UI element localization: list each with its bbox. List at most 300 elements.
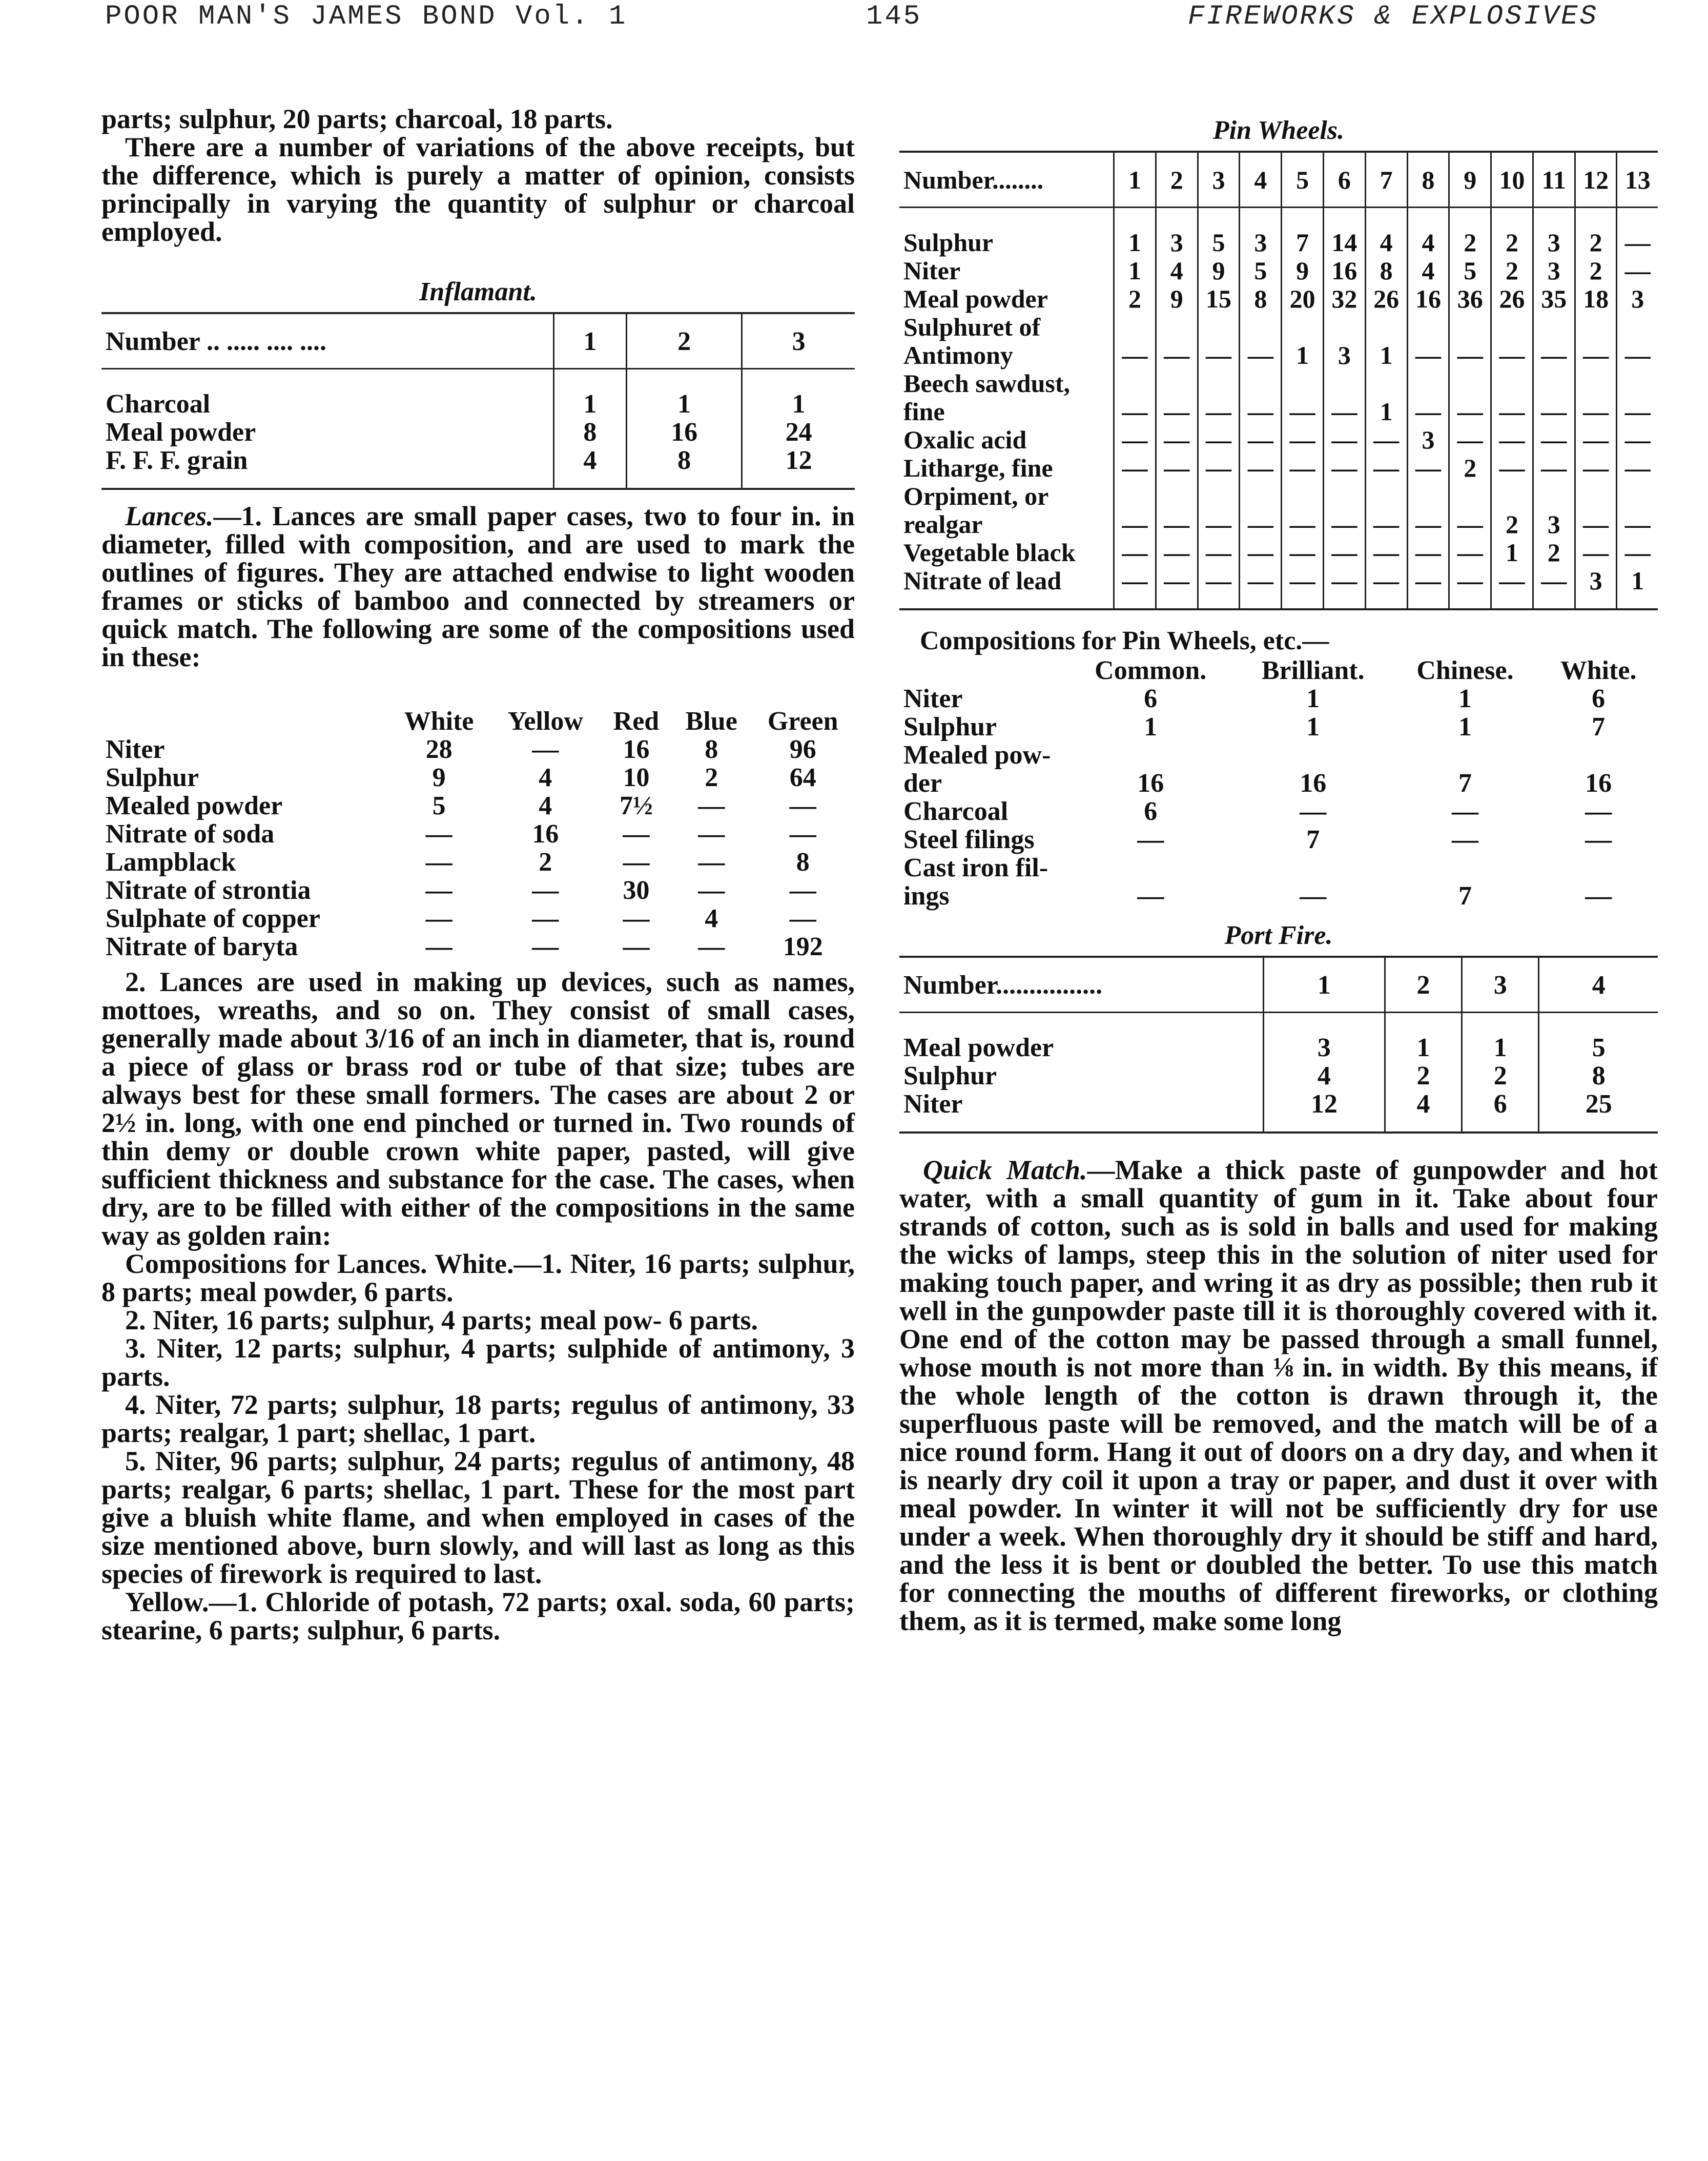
row-label: Lampblack [106, 848, 236, 877]
cell: 3 [1533, 257, 1575, 285]
cell: 9 [1156, 285, 1198, 313]
cell: — [623, 932, 650, 961]
paragraph: 2. Niter, 16 parts; sulphur, 4 parts; meal pow- 6 parts. [125, 1305, 758, 1335]
cell: 3 [1323, 341, 1365, 369]
col-head: 6 [1323, 153, 1365, 208]
cell: — [1198, 454, 1240, 482]
cell: 3 [1575, 567, 1617, 608]
pin-wheels-table [899, 153, 1658, 608]
paragraph: 5. Niter, 96 parts; sulphur, 24 parts; regulus of antimony, 48 parts; realgar, 6 parts; shellac, 1 part. These for the most part give a bluish white flame, and when employed in cases of the size mentioned above, burn slowly, and will last as long as this species of firework is required to last. [101, 1446, 855, 1589]
cell: — [1323, 454, 1365, 482]
cell: — [1114, 426, 1156, 454]
cell: — [1407, 398, 1449, 426]
cell: 7½ [619, 791, 653, 820]
cell: — [1323, 567, 1365, 608]
paragraph: 4. Niter, 72 parts; sulphur, 18 parts; regulus of antimony, 33 parts; realgar, 1 part; shellac, 1 part. [101, 1389, 855, 1448]
row-label: Orpiment, or [903, 482, 1049, 510]
cell [1617, 313, 1658, 341]
cell: 4 [1385, 1090, 1462, 1131]
cell: — [1617, 539, 1658, 567]
cell: — [1365, 539, 1407, 567]
cell: — [1491, 454, 1533, 482]
row-label: F. F. F. grain [106, 446, 248, 475]
row-label: Sulphate of copper [106, 904, 320, 933]
cell: 2 [1385, 1062, 1462, 1090]
cell: — [1323, 426, 1365, 454]
cell: — [1617, 341, 1658, 369]
cell: — [1282, 426, 1324, 454]
cell: — [1114, 398, 1156, 426]
row-label: Meal powder [903, 284, 1048, 313]
cell [1198, 369, 1240, 398]
cell [1323, 369, 1365, 398]
cell: — [1533, 398, 1575, 426]
cell: — [789, 819, 816, 849]
cell: — [1617, 454, 1658, 482]
cell: 5 [1449, 257, 1491, 285]
cell: — [1198, 341, 1240, 369]
cell: 4 [1263, 1062, 1385, 1090]
cell: 8 [1539, 1062, 1658, 1090]
row-label: Charcoal [903, 797, 1009, 826]
cell: 2 [1114, 285, 1156, 313]
col-head: 12 [1575, 153, 1617, 208]
cell: 4 [1407, 257, 1449, 285]
cell [1449, 482, 1491, 510]
cell: 6 [1592, 684, 1606, 713]
cell: 7 [1458, 769, 1472, 798]
cell [1575, 369, 1617, 398]
cell [1407, 482, 1449, 510]
row-label: fine [903, 397, 945, 426]
cell: 8 [705, 735, 718, 764]
cell: — [1365, 567, 1407, 608]
col-head: 1 [553, 314, 627, 369]
cell: 192 [783, 932, 823, 961]
cell [1365, 313, 1407, 341]
port-fire-title: Port Fire. [1224, 921, 1333, 950]
col-head: Brilliant. [1261, 656, 1365, 685]
cell [1533, 482, 1575, 510]
cell [1282, 313, 1324, 341]
cell [1156, 313, 1198, 341]
running-head-left: POOR MAN'S JAMES BOND Vol. 1 [105, 1, 628, 32]
cell: 9 [1282, 257, 1324, 285]
cell: 3 [1156, 208, 1198, 257]
cell: 16 [1300, 769, 1327, 798]
row-label: Steel filings [903, 825, 1035, 854]
cell: 7 [1306, 825, 1320, 854]
cell: 30 [623, 876, 650, 905]
cell: 36 [1449, 285, 1491, 313]
cell: — [1585, 797, 1612, 826]
cell: 1 [1462, 1013, 1539, 1062]
cell: 2 [1449, 208, 1491, 257]
cell: 6 [1462, 1090, 1539, 1131]
cell: — [1156, 398, 1198, 426]
col-head: 2 [627, 314, 742, 369]
cell: — [1449, 539, 1491, 567]
cell: 2 [539, 848, 552, 877]
col-head: 3 [742, 314, 855, 369]
cell: 3 [1617, 285, 1658, 313]
cell: 16 [532, 819, 559, 849]
cell: 10 [623, 763, 650, 792]
cell: — [1240, 539, 1282, 567]
cell: — [532, 876, 559, 905]
col-head: 10 [1491, 153, 1533, 208]
cell: 2 [1462, 1062, 1539, 1090]
cell: — [1282, 539, 1324, 567]
header-label: Number................ [899, 958, 1263, 1013]
cell [1449, 369, 1491, 398]
cell [1240, 313, 1282, 341]
cell: 64 [789, 763, 816, 792]
cell: — [425, 932, 452, 961]
cell: 2 [1575, 208, 1617, 257]
cell: — [1240, 398, 1282, 426]
cell: 5 [1198, 208, 1240, 257]
quick-match-heading: Quick Match. [923, 1155, 1087, 1185]
cell: 14 [1323, 208, 1365, 257]
cell: — [532, 932, 559, 961]
cell: 7 [1458, 881, 1472, 911]
cell [1066, 741, 1235, 769]
cell: 5 [432, 791, 446, 820]
cell: — [1240, 341, 1282, 369]
col-head: 3 [1462, 958, 1539, 1013]
cell: 2 [1491, 257, 1533, 285]
cell: — [698, 791, 725, 820]
cell: — [1365, 426, 1407, 454]
cell: — [1449, 567, 1491, 608]
cell: — [1282, 398, 1324, 426]
cell: — [789, 876, 816, 905]
col-head: 1 [1114, 153, 1156, 208]
cell [1198, 482, 1240, 510]
row-label: Nitrate of soda [106, 819, 275, 849]
cell: — [698, 932, 725, 961]
col-head: Common. [1095, 656, 1207, 685]
cell: — [623, 904, 650, 933]
cell: 5 [1240, 257, 1282, 285]
row-label: Sulphur [903, 228, 994, 257]
cell [1539, 854, 1658, 882]
pin-wheels-title: Pin Wheels. [1212, 116, 1345, 145]
cell: — [1137, 881, 1164, 911]
col-head: 8 [1407, 153, 1449, 208]
col-head: 2 [1385, 958, 1462, 1013]
cell: — [1575, 539, 1617, 567]
cell: — [698, 819, 725, 849]
cell: 16 [1323, 257, 1365, 285]
cell: 1 [1114, 208, 1156, 257]
row-label: Niter [903, 1089, 963, 1119]
cell: 4 [1407, 208, 1449, 257]
cell: — [1156, 567, 1198, 608]
cell: — [1407, 539, 1449, 567]
cell: 4 [539, 791, 552, 820]
cell: — [1575, 341, 1617, 369]
paragraph: Yellow.—1. Chloride of potash, 72 parts; oxal. soda, 60 parts; stearine, 6 parts; sulphur, 6 parts. [101, 1587, 855, 1645]
col-head: White. [1560, 656, 1637, 685]
cell: 4 [1365, 208, 1407, 257]
cell: 2 [705, 763, 718, 792]
cell: — [1617, 510, 1658, 539]
divider [899, 1131, 1658, 1134]
cell [1491, 369, 1533, 398]
row-label: Sulphur [903, 712, 997, 742]
cell: 2 [1491, 208, 1533, 257]
cell: 3 [1533, 208, 1575, 257]
cell: 8 [553, 418, 627, 446]
col-head: 9 [1449, 153, 1491, 208]
cell: — [1533, 567, 1575, 608]
lances-table [101, 707, 855, 961]
row-label: ings [903, 881, 950, 911]
cell: 1 [627, 369, 742, 419]
row-label: realgar [903, 510, 983, 539]
cell: — [1575, 426, 1617, 454]
cell: 3 [1263, 1013, 1385, 1062]
row-label: Cast iron fil- [903, 853, 1048, 882]
row-label: Nitrate of lead [903, 566, 1062, 595]
left-column [101, 105, 855, 1644]
col-head: Green [767, 707, 838, 736]
cell [1240, 369, 1282, 398]
cell: 2 [1533, 539, 1575, 567]
cell: 35 [1533, 285, 1575, 313]
cell: — [1156, 341, 1198, 369]
cell: — [1240, 510, 1282, 539]
cell: — [1137, 825, 1164, 854]
port-fire-table [899, 958, 1658, 1131]
cell: — [1617, 208, 1658, 257]
cell: — [1156, 454, 1198, 482]
row-label: Nitrate of baryta [106, 932, 298, 961]
cell: 1 [1491, 539, 1533, 567]
cell: — [532, 904, 559, 933]
cell: — [1114, 539, 1156, 567]
col-head: Yellow [507, 707, 583, 736]
cell: — [425, 876, 452, 905]
cell: 1 [1365, 341, 1407, 369]
row-label: der [903, 769, 942, 798]
paragraph: 2. Lances are used in making up devices, such as names, mottoes, wreaths, and so on. They consist of small cases, generally made about 3/16 of an inch in diameter, that is, round a piece of glass or brass rod or tube of that size; tubes are always best for these small formers. The cases are about 2 or 2½ in. long, with one end pinched or turned in. Two rounds of thin demy or double crown white paper, pasted, will give sufficient thickness and substance for the case. The cases, when dry, are to be filled with either of the compositions in the same way as golden rain: [101, 966, 855, 1251]
cell: — [1365, 454, 1407, 482]
cell: — [1240, 454, 1282, 482]
row-label: Oxalic acid [903, 425, 1027, 454]
cell: — [1323, 510, 1365, 539]
cell [1365, 482, 1407, 510]
cell: 1 [1617, 567, 1658, 608]
cell: 1 [553, 369, 627, 419]
cell: 8 [796, 848, 810, 877]
paragraph: 3. Niter, 12 parts; sulphur, 4 parts; sulphide of antimony, 3 parts. [101, 1333, 855, 1392]
cell: 26 [1365, 285, 1407, 313]
cell: 1 [1114, 257, 1156, 285]
row-label: Mealed powder [106, 791, 283, 820]
paragraph: parts; sulphur, 20 parts; charcoal, 18 parts. [101, 104, 613, 134]
cell: — [1282, 567, 1324, 608]
cell: — [1407, 567, 1449, 608]
cell: 28 [425, 735, 452, 764]
cell: — [1449, 510, 1491, 539]
cell: — [1156, 510, 1198, 539]
cell: 1 [1306, 684, 1320, 713]
cell: 24 [742, 418, 855, 446]
col-head: 13 [1617, 153, 1658, 208]
cell [1575, 313, 1617, 341]
inflamant-table [101, 314, 855, 488]
row-label: Meal powder [106, 418, 256, 447]
cell: 16 [623, 735, 650, 764]
row-label: Mealed pow- [903, 740, 1051, 770]
cell: — [1451, 797, 1478, 826]
cell [1282, 482, 1324, 510]
cell: 2 [1449, 454, 1491, 482]
cell: 3 [1240, 208, 1282, 257]
cell [1156, 482, 1198, 510]
cell: — [1575, 510, 1617, 539]
col-head: 7 [1365, 153, 1407, 208]
cell: — [1365, 510, 1407, 539]
pin-compositions-table [899, 656, 1658, 910]
cell [1407, 313, 1449, 341]
cell: 7 [1592, 712, 1606, 742]
cell: — [698, 876, 725, 905]
cell [1533, 313, 1575, 341]
cell: 6 [1144, 684, 1158, 713]
row-label: Meal powder [903, 1033, 1054, 1062]
cell: — [1114, 341, 1156, 369]
cell: 18 [1575, 285, 1617, 313]
paragraph: Quick Match.—Make a thick paste of gunpowder and hot water, with a small quantity of gum in it. Take about four strands of cotton, such as is sold in balls and used for making the wicks of lamps, steep this in the solution of niter used for making touch paper, and wring it as dry as possible; then rub it well in the gunpowder paste till it is thoroughly covered with it. One end of the cotton may be passed through a small funnel, whose mouth is not more than ⅛ in. in width. By this means, if the whole length of the cotton is drawn through it, the superfluous paste will be removed, and the match will be of a nice round form. Hang it out of doors on a dry day, and when it is nearly dry coil it upon a tray or paper, and dust it over with meal powder. In winter it will not be sufficiently dry for use under a week. When thoroughly dry it should be stiff and hard, and the less it is bent or doubled the better. To use this match for connecting the mouths of different fireworks, or clothing them, as it is termed, make some long [899, 1155, 1658, 1636]
cell: — [789, 791, 816, 820]
cell: — [1451, 825, 1478, 854]
cell: 9 [1198, 257, 1240, 285]
cell [1114, 369, 1156, 398]
row-label: Litharge, fine [903, 454, 1053, 482]
cell [1391, 741, 1539, 769]
cell [1066, 854, 1235, 882]
cell: — [1156, 426, 1198, 454]
cell: 8 [1240, 285, 1282, 313]
cell: 25 [1539, 1090, 1658, 1131]
cell: — [1617, 257, 1658, 285]
cell [1491, 313, 1533, 341]
cell: — [532, 735, 559, 764]
cell: — [623, 819, 650, 849]
cell: 15 [1198, 285, 1240, 313]
cell: — [1575, 454, 1617, 482]
cell: — [623, 848, 650, 877]
lances-heading: Lances. [125, 501, 214, 531]
cell: — [1533, 454, 1575, 482]
cell: — [425, 848, 452, 877]
col-head: Chinese. [1416, 656, 1514, 685]
row-label: Antimony [903, 341, 1013, 369]
cell: — [1575, 398, 1617, 426]
cell [1156, 369, 1198, 398]
paragraph: There are a number of variations of the above receipts, but the difference, which is purely a matter of opinion, consists principally in varying the quantity of sulphur or charcoal employed. [101, 132, 855, 247]
divider [899, 608, 1658, 610]
running-head-right: FIREWORKS & EXPLOSIVES [1188, 1, 1598, 32]
cell: — [1407, 510, 1449, 539]
cell: — [1491, 426, 1533, 454]
cell [1235, 854, 1391, 882]
cell: 2 [1575, 257, 1617, 285]
cell: 16 [1137, 769, 1164, 798]
cell: — [1491, 567, 1533, 608]
cell: — [1198, 567, 1240, 608]
cell: 12 [742, 446, 855, 488]
cell: — [1300, 797, 1327, 826]
cell [1539, 741, 1658, 769]
cell: 20 [1282, 285, 1324, 313]
col-head: 1 [1263, 958, 1385, 1013]
cell: — [1533, 426, 1575, 454]
cell: 2 [1491, 510, 1533, 539]
inflamant-title: Inflamant. [419, 277, 537, 306]
cell [1198, 313, 1240, 341]
cell: 16 [1585, 769, 1612, 798]
col-head: Red [613, 707, 660, 736]
cell: — [1300, 881, 1327, 911]
paragraph: Compositions for Lances. White.—1. Niter, 16 parts; sulphur, 8 parts; meal powder, 6 parts. [101, 1248, 855, 1307]
row-label: Sulphur [903, 1061, 997, 1090]
cell: — [425, 819, 452, 849]
col-head: 11 [1533, 153, 1575, 208]
cell: 12 [1263, 1090, 1385, 1131]
col-head: 5 [1282, 153, 1324, 208]
cell: 1 [1458, 684, 1472, 713]
cell: — [1449, 398, 1491, 426]
cell: 4 [553, 446, 627, 488]
cell: 9 [432, 763, 446, 792]
cell: 4 [539, 763, 552, 792]
row-label: Sulphuret of [903, 313, 1041, 341]
cell: 8 [627, 446, 742, 488]
comp-pin-title: Compositions for Pin Wheels, etc.— [920, 626, 1329, 655]
cell: — [1114, 454, 1156, 482]
cell [1240, 482, 1282, 510]
cell: — [425, 904, 452, 933]
cell: — [1407, 454, 1449, 482]
cell: — [1114, 510, 1156, 539]
cell: 1 [1144, 712, 1158, 742]
cell: — [1323, 398, 1365, 426]
cell: — [1240, 426, 1282, 454]
cell: 4 [1156, 257, 1198, 285]
cell: 16 [627, 418, 742, 446]
cell: — [1282, 510, 1324, 539]
cell: — [1491, 341, 1533, 369]
cell: — [1198, 426, 1240, 454]
cell: — [1407, 341, 1449, 369]
paragraph: Lances.—1. Lances are small paper cases, two to four in. in diameter, filled with composition, and are used to mark the outlines of figures. They are attached endwise to light wooden frames or sticks of bamboo and connected by streamers or quick match. The following are some of the compositions used in these: [101, 501, 855, 672]
row-label: Niter [106, 735, 165, 764]
cell: 1 [1385, 1013, 1462, 1062]
cell: — [1156, 539, 1198, 567]
cell: 1 [742, 369, 855, 419]
cell: — [1198, 510, 1240, 539]
cell: 3 [1533, 510, 1575, 539]
cell [1617, 482, 1658, 510]
cell: — [1198, 398, 1240, 426]
row-label: Charcoal [106, 389, 211, 419]
row-label: Beech sawdust, [903, 369, 1071, 398]
